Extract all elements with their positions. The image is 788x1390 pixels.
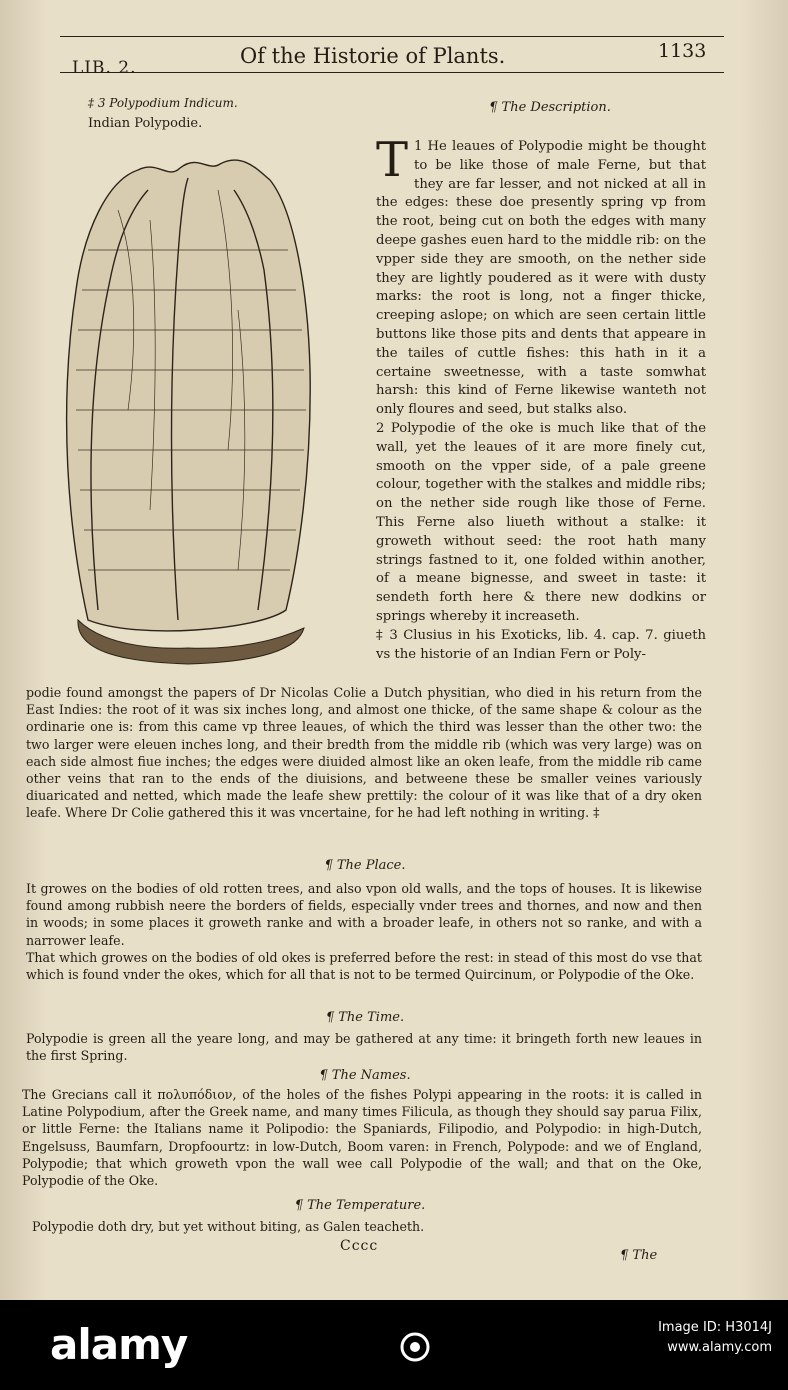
running-book-number: LIB. 2. [72, 58, 137, 78]
description-paragraph-1: 1 He leaues of Polypodie might be thought to be like those of male Ferne, but that they are far lesser, and not nicked at all in the edges: these doe presently spring vp from the root, being cut on both the edges with many deepe gashes euen hard to the middle rib: on the vpper side they are smooth, on the nether side they are lightly poudered as it were with dusty marks: the root is long, not a finger thicke, creeping aslope; on which are seen certain little buttons like those pits and dents that appeare in the tailes of cuttle fishes: this hath in it a certaine sweetnesse, with a taste somwhat harsh: this kind of Ferne likewise wanteth not only floures and seed, but stalks also. [376, 139, 706, 418]
time-paragraph: Polypodie is green all the yeare long, and may be gathered at any time: it bringeth forth new leaues in the first Spring. [26, 1031, 702, 1064]
header-rule-bottom [60, 72, 724, 73]
header-rule-top [60, 36, 724, 37]
image-id: Image ID: H3014J [658, 1320, 772, 1335]
figure-latin-caption: ‡ 3 Polypodium Indicum. [88, 96, 238, 110]
place-paragraph-1: It growes on the bodies of old rotten trees, and also vpon old walls, and the tops of houses. It is likewise found among rubbish neere the borders of fields, especially vnder trees and thornes, and now and then in woods; in some places it groweth ranke and with a broader leafe, in others not so ranke, and with a narrower leafe. [26, 881, 702, 948]
names-paragraph: The Grecians call it πολυπόδιον, of the holes of the fishes Polypi appearing in the roots: it is called in Latine Polypodium, after the Greek name, and many times Filicula, as though they should say parua Filix, or little Ferne: the Italians name it Polipodio: the Spaniards, Filipodio, and Polypodio: in high-Dutch, Engelsuss, Baumfarn, Dropfoourtz: in low-Dutch, Boom varen: in French, Polypode: and we of England, Polypodie; that which groweth vpon the wall wee call Polypodie of the wall; and that on the Oke, Polypodie of the Oke. [22, 1087, 702, 1189]
site-url: www.alamy.com [667, 1340, 772, 1355]
description-heading: ¶ The Description. [489, 100, 611, 115]
image-info [658, 1318, 772, 1358]
place-paragraph-2: That which growes on the bodies of old okes is preferred before the rest: in stead of this most do vse that which is found vnder the okes, which for all that is not to be termed Quircinum, or Polypodie of the Oke. [26, 949, 702, 983]
signature-mark: Cccc [340, 1238, 379, 1254]
indian-polypody-woodcut [58, 150, 316, 670]
place-text [26, 880, 702, 983]
running-title: Of the Historie of Plants. [240, 44, 506, 68]
time-heading: ¶ The Time. [325, 1010, 405, 1025]
temperature-paragraph: Polypodie doth dry, but yet without biting, as Galen teacheth. [32, 1219, 425, 1234]
alamy-logo-icon [400, 1332, 430, 1362]
catchword: ¶ The [620, 1248, 658, 1263]
description-dropcap: T [376, 132, 409, 188]
description-paragraph-2: 2 Polypodie of the oke is much like that of the wall, yet the leaues of it are more finely cut, smooth on the vpper side, of a pale greene colour, together with the stalkes and middle ribs; on the nether side rough like those of Ferne. This Ferne also liueth without a stalke: it groweth without seed: the root hath many strings fastned to it, one folded within another, of a meane bignesse, and sweet in taste: it sendeth forth here & there new dodkins or springs whereby it increaseth. [376, 420, 706, 624]
temperature-heading: ¶ The Temperature. [294, 1198, 426, 1213]
figure-caption: Indian Polypodie. [88, 116, 203, 131]
watermark-bar [0, 1300, 788, 1390]
place-heading: ¶ The Place. [324, 858, 406, 873]
description-paragraph-3: podie found amongst the papers of Dr Nicolas Colie a Dutch physitian, who died in his return from the East Indies: the root of it was six inches long, and almost one thicke, of the same shape & colour as the ordinarie one is: from this came vp three leaues, of which the third was lesser than the other two: the two larger were eleuen inches long, and their bredth from the middle rib (which was very large) was on each side almost fiue inches; the edges were diuided almost like an oken leafe, from the middle rib came other veins that ran to the ends of the diuisions, and betweene these be smaller veines variously diuaricated and netted, which made the leafe shew prettily: the colour of it was like that of a dry oken leafe. Where Dr Colie gathered this it was vncertaine, for he had left nothing in writing. ‡ [26, 685, 702, 821]
names-heading: ¶ The Names. [319, 1068, 411, 1083]
description-text-column [376, 132, 706, 664]
description-paragraph-3-intro: ‡ 3 Clusius in his Exoticks, lib. 4. cap. 7. giueth vs the historie of an Indian Fern or Poly- [376, 627, 706, 662]
alamy-brand: alamy [50, 1320, 188, 1369]
page-number: 1133 [658, 40, 707, 62]
